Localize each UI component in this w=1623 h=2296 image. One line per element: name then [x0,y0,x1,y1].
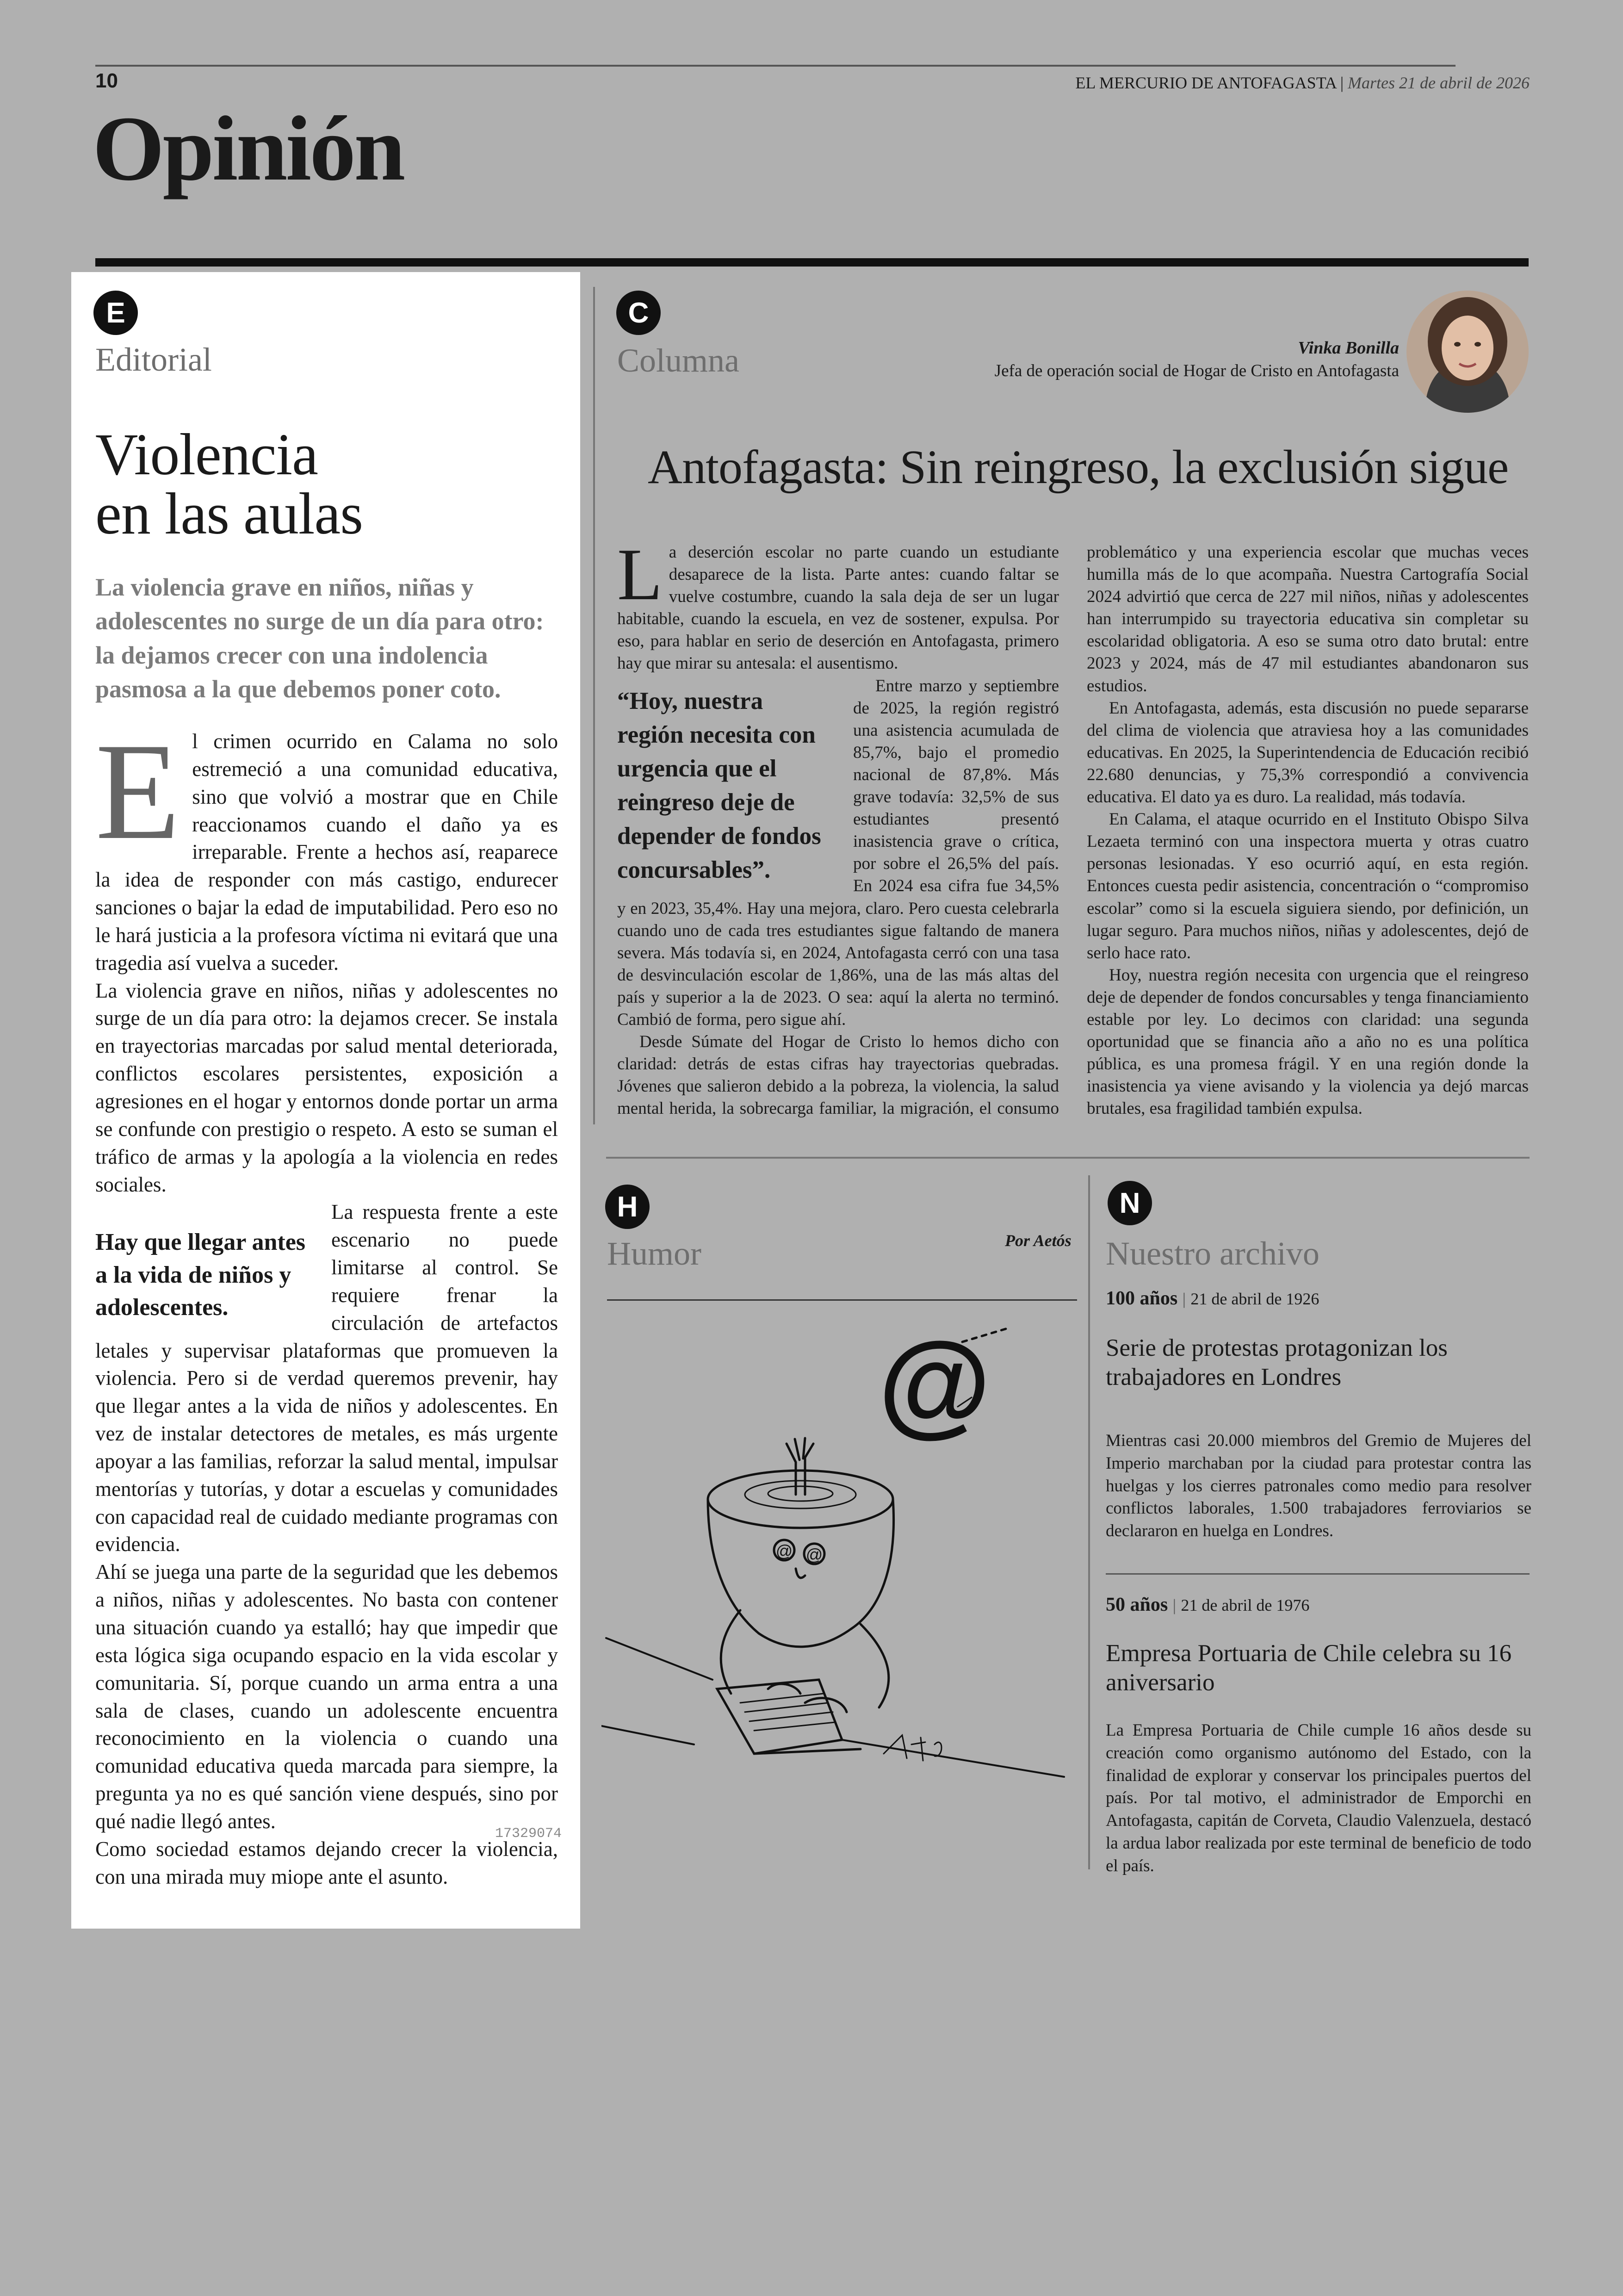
column-dropcap: L [617,533,663,615]
author-portrait-icon [1406,291,1529,413]
column-paragraph: Desde Súmate del Hogar de Cristo lo hemos dicho con claridad: detrás de estas cifras hay trayectorias quebradas. Jóvenes que salieron debido a la pobreza, la violencia, la salud mental herida, la sobrecarga familiar, la migración, el consumo problemático y una experiencia escolar que muchas veces humilla más de lo que acompaña. Nuestra Cartografía Social 2024 advirtió que cerca de 227 mil niños, niñas y adolescentes han interrumpido su trayectoria educativa sin completar su escolaridad obligatoria. A eso se suma otro dato brutal: entre 2023 y 2024, más de 47 mil estudiantes abandonaron sus estudios. [617,543,1529,1118]
archive-date: 21 de abril de 1926 [1190,1290,1319,1308]
editorial-paragraph: Como sociedad estamos dejando crecer la violencia, con una mirada muy miope ante el asunto. [95,1837,558,1888]
column-divider [593,287,595,1124]
cartoon-eye-right: @ [805,1545,823,1564]
cartoon-drawing-icon [601,1309,1083,1791]
author-avatar [1406,291,1529,413]
section-rule [95,258,1529,267]
humor-author: Por Aetós [1005,1231,1072,1250]
editorial-paragraph: La respuesta frente a este escenario no puede limitarse al control. Se requiere frenar la circulación de artefactos letales y supervisar plataformas que promueven la violencia. Pero si de verdad queremos prevenir, hay que llegar antes a la vida de niños y adolescentes. En vez de instalar detectores de metales, es más urgente apoyar a las familias, reforzar la salud mental, impulsar mentorías y tutorías, y dotar a escuelas y comunidades con capacidad real de cuidado mediante programas con evidencia. [95,1200,558,1556]
cartoon-at-symbol: @ [878,1318,991,1447]
editorial-kicker: Editorial [95,341,212,378]
archive-years: 50 años [1106,1594,1168,1615]
archive-headline: Serie de protestas protagonizan los trabajadores en Londres [1106,1334,1448,1390]
editorial-badge: E [93,291,138,335]
cartoon-eye-left: @ [775,1541,793,1560]
editorial-paragraph: Ahí se juega una parte de la seguridad que les debemos a niños, niñas y adolescentes. No basta con contener una situación cuando ya estalló; hay que impedir que esta lógica siga ocupando espacio en la vida escolar y comunitaria. Sí, porque cuando un arma entra a una sala de clases, cuando un adolescente encuentra reconocimiento en la violencia o cuando una comunidad educativa queda marcada para siempre, la pregunta ya no es qué sanción viene después, sino por qué nadie llegó antes. [95,1560,558,1833]
editorial-title [95,422,558,546]
humor-kicker: Humor [607,1235,701,1272]
humor-archive-divider [1088,1175,1090,1869]
editorial-paragraph-text: l crimen ocurrido en Calama no solo estremeció a una comunidad educativa, sino que volvió a mostrar que en Chile reaccionamos cuando el daño ya es irreparable. Frente a hechos así, reaparece la idea de responder con más castigo, endurecer sanciones o bajar la edad de imputabilidad. Pero eso no le hará justicia a la profesora víctima ni evitará que una tragedia así vuelva a suceder. [95,730,558,974]
archive-years: 100 años [1106,1288,1178,1309]
humor-cartoon [601,1309,1083,1791]
section-title: Opinión [93,98,404,200]
newspaper-name: EL MERCURIO DE ANTOFAGASTA [1075,74,1336,92]
column-paragraph-text: a deserción escolar no parte cuando un estudiante desaparece de la lista. Parte antes: cuando faltar se vuelve costumbre, cuando la sala deja de ser un lugar habitable, cuando la escuela, en vez de sostener, expulsa. Por eso, para hablar en serio de deserción en Antofagasta, primero hay que mirar su antesala: el ausentismo. [617,543,1059,673]
archive-headline: Empresa Portuaria de Chile celebra su 16 aniversario [1106,1640,1512,1696]
archive-kicker: Nuestro archivo [1106,1235,1319,1272]
column-pull-quote: “Hoy, nuestra región necesita con urgencia que el reingreso deje de depender de fondos concursables”. [617,687,821,884]
archive-date-separator: | [1182,1290,1186,1308]
column-body [617,533,1529,1145]
page-number: 10 [95,69,118,92]
document-id: 17329074 [495,1826,562,1842]
editorial-dropcap: E [95,714,180,868]
column-author-role: Jefa de operación social de Hogar de Cristo en Antofagasta [994,361,1399,380]
archive-text: La Empresa Portuaria de Chile cumple 16 años desde su creación como organismo autónomo del Estado, con la finalidad de explorar y conservar los principales puertos del país. Por tal motivo, el administrador de Emporchi en Antofagasta, capitán de Corveta, Claudio Valenzuela, destacó la ardua labor realizada por este terminal de beneficio de todo el país. [1106,1721,1531,1875]
archive-entry-date [1106,1594,1309,1616]
column-paragraph: En Calama, el ataque ocurrido en el Instituto Obispo Silva Lezaeta terminó con una inspectora muerta y otras cuatro personas lesionadas. Y eso ocurrió aquí, en esta región. Entonces cuesta pedir asistencia, concentración o “compromiso escolar” como si la escuela siguiera siendo, por definición, un lugar seguro. Para muchos niños, niñas y adolescentes, dejó de serlo hace rato. [1087,810,1529,962]
humor-rule [607,1299,1077,1301]
issue-date: Martes 21 de abril de 2026 [1348,74,1530,92]
editorial-pull-quote: Hay que llegar antes a la vida de niños y adolescentes. [95,1229,306,1321]
archive-date: 21 de abril de 1976 [1181,1596,1310,1614]
archive-date-separator: | [1172,1596,1176,1614]
editorial-paragraph [95,714,558,977]
humor-badge: H [605,1185,650,1229]
archive-rule [1106,1573,1530,1575]
column-bottom-rule [606,1157,1530,1159]
editorial-title-line2: en las aulas [95,481,363,546]
column-kicker: Columna [617,342,739,379]
column-author: Vinka Bonilla [1298,338,1399,358]
archive-badge: N [1108,1181,1152,1225]
column-paragraph: Hoy, nuestra región necesita con urgencia que el reingreso deje de depender de fondos concursables y tenga financiamiento estable por ley. Lo decimos con claridad: una segunda oportunidad que se financia año a año no es una política pública, es una promesa frágil. Y en una región donde la inasistencia ya viene avisando y la violencia ya dejó marcas brutales, esa fragilidad también expulsa. [1087,965,1529,1118]
archive-text: Mientras casi 20.000 miembros del Gremio de Mujeres del Imperio marchaban por la ciudad para protestar contra las huelgas y los cierres patronales como medio para resolver conflictos laborales, 1.500 trabajadores ferroviarios se declararon en huelga en Londres. [1106,1431,1531,1541]
editorial-subtitle: La violencia grave en niños, niñas y adolescentes no surge de un día para otro: la dejamos crecer con una indolencia pasmosa a la que debemos poner coto. [95,573,544,703]
editorial-panel [71,272,580,1929]
column-title: Antofagasta: Sin reingreso, la exclusión sigue [648,441,1509,494]
column-paragraph: En Antofagasta, además, esta discusión no puede separarse del clima de violencia que atraviesa hoy a las comunidades educativas. En 2025, la Superintendencia de Educación recibió 22.680 denuncias, y 75,3% correspondió a convivencia educativa. El dato ya es duro. La realidad, más todavía. [1087,698,1529,807]
top-rule [95,65,1456,67]
archive-entry-date [1106,1287,1319,1309]
masthead-separator: | [1336,74,1348,92]
masthead [1075,73,1530,93]
editorial-body [95,714,558,1891]
column-paragraph [617,533,1059,675]
column-paragraph: Entre marzo y septiembre de 2025, la región registró una asistencia acumulada de 85,7%, bajo el promedio nacional de 87,8%. Más grave todavía: 32,5% de sus estudiantes presentó inasistencia grave o crítica, por sobre el 26,5% del país. En 2024 esa cifra fue 34,5% y en 2023, 35,4%. Hay una mejora, claro. Pero cuesta celebrarla cuando uno de cada tres estudiantes sigue faltando de manera severa. Más todavía si, en 2024, Antofagasta cerró con una tasa de desvinculación escolar de 1,86%, una de las más altas del país y superior a la de 2023. O sea: aquí la alerta no terminó. Cambió de forma, pero sigue ahí. [617,676,1059,1029]
editorial-paragraph: La violencia grave en niños, niñas y adolescentes no surge de un día para otro: la dejamos crecer. Se instala en trayectorias marcadas por salud mental deteriorada, conflictos escolares persistentes, exposición a agresiones en el hogar y entornos donde portar un arma se confunde con prestigio o respeto. A esto se suman el tráfico de armas y la apología a la violencia en redes sociales. [95,979,558,1196]
column-badge: C [616,291,661,335]
editorial-title-line1: Violencia [95,422,318,487]
